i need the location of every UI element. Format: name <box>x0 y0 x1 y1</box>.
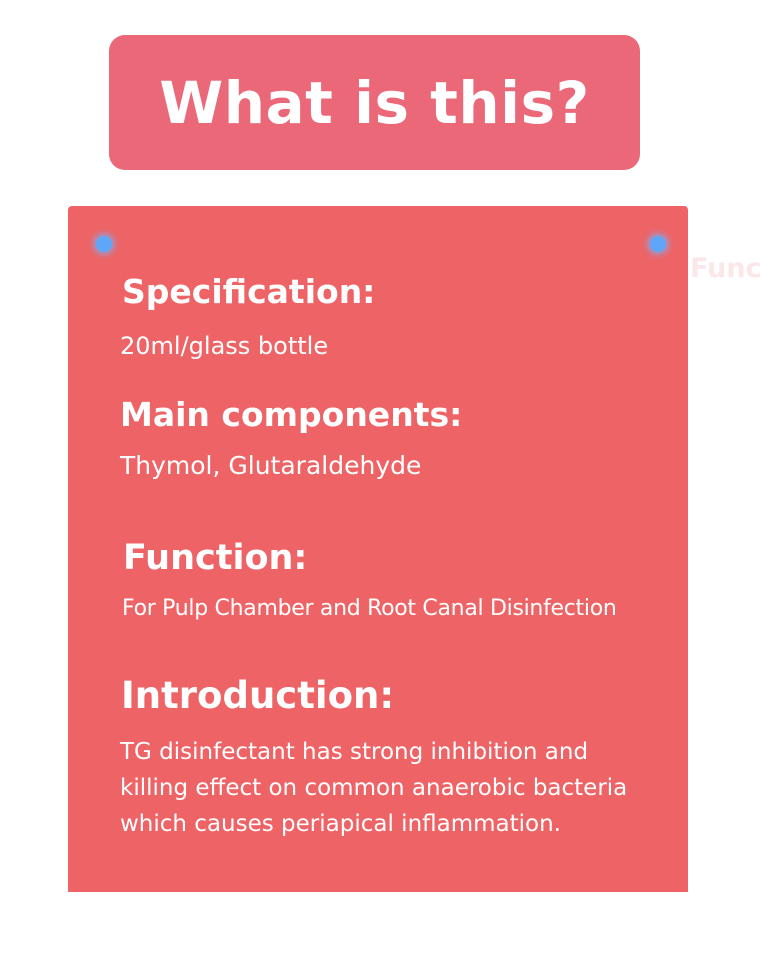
components-heading: Main components: <box>120 395 463 434</box>
specification-value: 20ml/glass bottle <box>120 332 329 360</box>
introduction-line: TG disinfectant has strong inhibition and <box>120 739 589 765</box>
introduction-line: which causes periapical inflammation. <box>120 811 561 837</box>
title-banner <box>109 35 640 170</box>
components-value: Thymol, Glutaraldehyde <box>120 451 422 480</box>
specification-heading: Specification: <box>122 272 376 311</box>
function-value: For Pulp Chamber and Root Canal Disinfection <box>122 596 617 621</box>
pin-dot-right-icon <box>650 236 666 252</box>
overflow-function-text: Func <box>690 253 762 284</box>
introduction-line: killing effect on common anaerobic bacteria <box>120 775 628 801</box>
introduction-paragraph <box>120 734 680 842</box>
page-title: What is this? <box>159 68 590 137</box>
pin-dot-left-icon <box>96 236 112 252</box>
function-heading: Function: <box>123 538 308 578</box>
introduction-heading: Introduction: <box>121 674 395 717</box>
